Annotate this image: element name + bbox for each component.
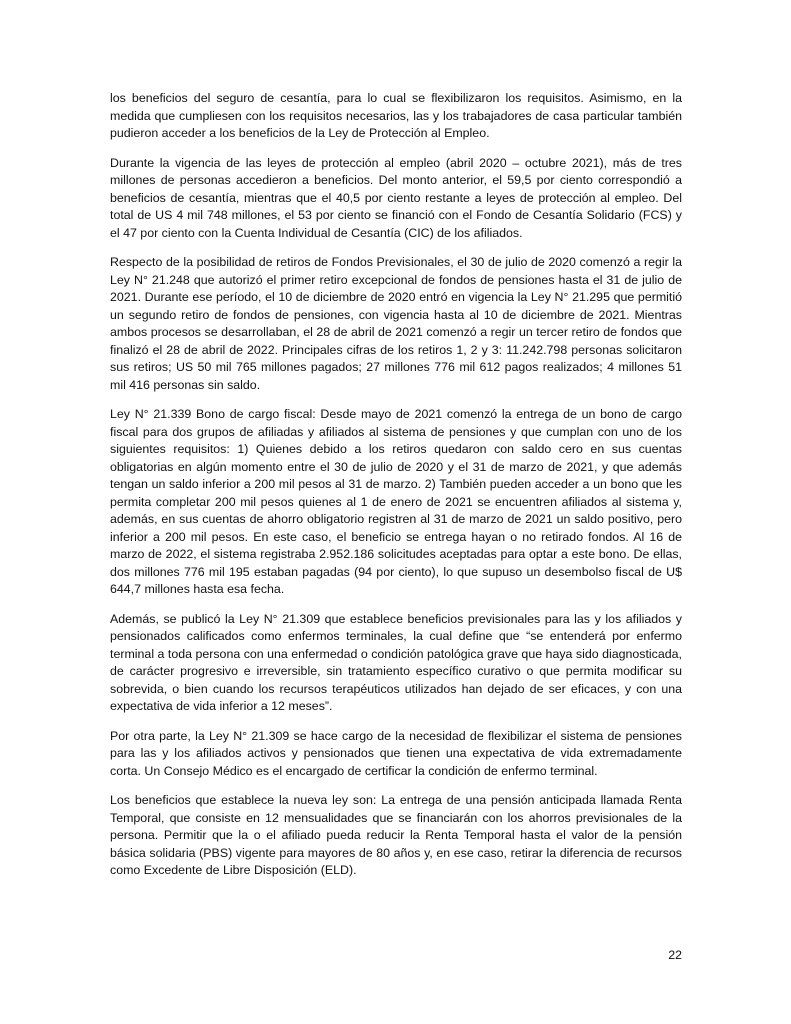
paragraph-retiros-fondos: Respecto de la posibilidad de retiros de Fondos Previsionales, el 30 de julio de 2020 comenzó a regir la Ley N° 21.248 que autorizó el primer retiro excepcional de fondos de pensiones hasta el 31 de julio de 2021. Durante ese período, el 10 de diciembre de 2020 entró en vigencia la Ley N° 21.295 que permitió un segundo retiro de fondos de pensiones, con vigencia hasta al 10 de diciembre de 2021. Mientras ambos procesos se desarrollaban, el 28 de abril de 2021 comenzó a regir un tercer retiro de fondos que finalizó el 28 de abril de 2022. Principales cifras de los retiros 1, 2 y 3: 11.242.798 personas solicitaron sus retiros; US 50 mil 765 millones pagados; 27 millones 776 mil 612 pagos realizados; 4 millones 51 mil 416 personas sin saldo. <box>110 255 682 392</box>
paragraph-renta-temporal: Los beneficios que establece la nueva ley son: La entrega de una pensión anticipada llamada Renta Temporal, que consiste en 12 mensualidades que se financiarán con los ahorros previsionales de la persona. Permitir que la o el afiliado pueda reducir la Renta Temporal hasta el valor de la pensión básica solidaria (PBS) vigente para mayores de 80 años y, en ese caso, retirar la diferencia de recursos como Excedente de Libre Disposición (ELD). <box>110 793 682 877</box>
paragraph-leyes-proteccion-empleo: Durante la vigencia de las leyes de protección al empleo (abril 2020 – octubre 2021), más de tres millones de personas accedieron a beneficios. Del monto anterior, el 59,5 por ciento correspondió a beneficios de cesantía, mientras que el 40,5 por ciento restante a leyes de protección al empleo. Del total de US 4 mil 748 millones, el 53 por ciento se financió con el Fondo de Cesantía Solidario (FCS) y el 47 por ciento con la Cuenta Individual de Cesantía (CIC) de los afiliados. <box>110 155 682 240</box>
paragraph-enfermos-terminales: Además, se publicó la Ley N° 21.309 que establece beneficios previsionales para las y los afiliados y pensionados calificados como enfermos terminales, la cual define que “se entenderá por enfermo terminal a toda persona con una enfermedad o condición patológica grave que haya sido diagnosticada, de carácter progresivo e irreversible, sin tratamiento específico curativo o que permita modificar su sobrevida, o bien cuando los recursos terapéuticos utilizados han dejado de ser eficaces, y con una expectativa de vida inferior a 12 meses”. <box>110 611 682 713</box>
paragraph-consejo-medico: Por otra parte, la Ley N° 21.309 se hace cargo de la necesidad de flexibilizar el sistema de pensiones para las y los afiliados activos y pensionados que tienen una expectativa de vida extremadamente corta. Un Consejo Médico es el encargado de certificar la condición de enfermo terminal. <box>110 728 682 778</box>
paragraph-bono-cargo-fiscal: Ley N° 21.339 Bono de cargo fiscal: Desde mayo de 2021 comenzó la entrega de un bono de cargo fiscal para dos grupos de afiliadas y afiliados al sistema de pensiones y que cumplan con uno de los siguientes requisitos: 1) Quienes debido a los retiros quedaron con saldo cero en sus cuentas obligatorias en algún momento entre el 30 de julio de 2020 y el 31 de marzo de 2021, y que además tengan un saldo inferior a 200 mil pesos al 31 de marzo. 2) También pueden acceder a un bono que les permita completar 200 mil pesos quienes al 1 de enero de 2021 se encuentren afiliados al sistema y, además, en sus cuentas de ahorro obligatorio registren al 31 de marzo de 2021 un saldo positivo, pero inferior a 200 mil pesos. En este caso, el beneficio se entrega hayan o no retirado fondos. Al 16 de marzo de 2022, el sistema registraba 2.952.186 solicitudes aceptadas para optar a este bono. De ellas, dos millones 776 mil 195 estaban pagadas (94 por ciento), lo que supuso un desembolso fiscal de U$ 644,7 millones hasta esa fecha. <box>110 407 682 596</box>
page-number: 22 <box>668 948 682 962</box>
page-body <box>110 90 682 892</box>
paragraph-seguro-cesantia: los beneficios del seguro de cesantía, para lo cual se flexibilizaron los requisitos. Asimismo, en la medida que cumpliesen con los requisitos necesarios, las y los trabajadores de casa particular también pudieron acceder a los beneficios de la Ley de Protección al Empleo. <box>110 91 682 140</box>
